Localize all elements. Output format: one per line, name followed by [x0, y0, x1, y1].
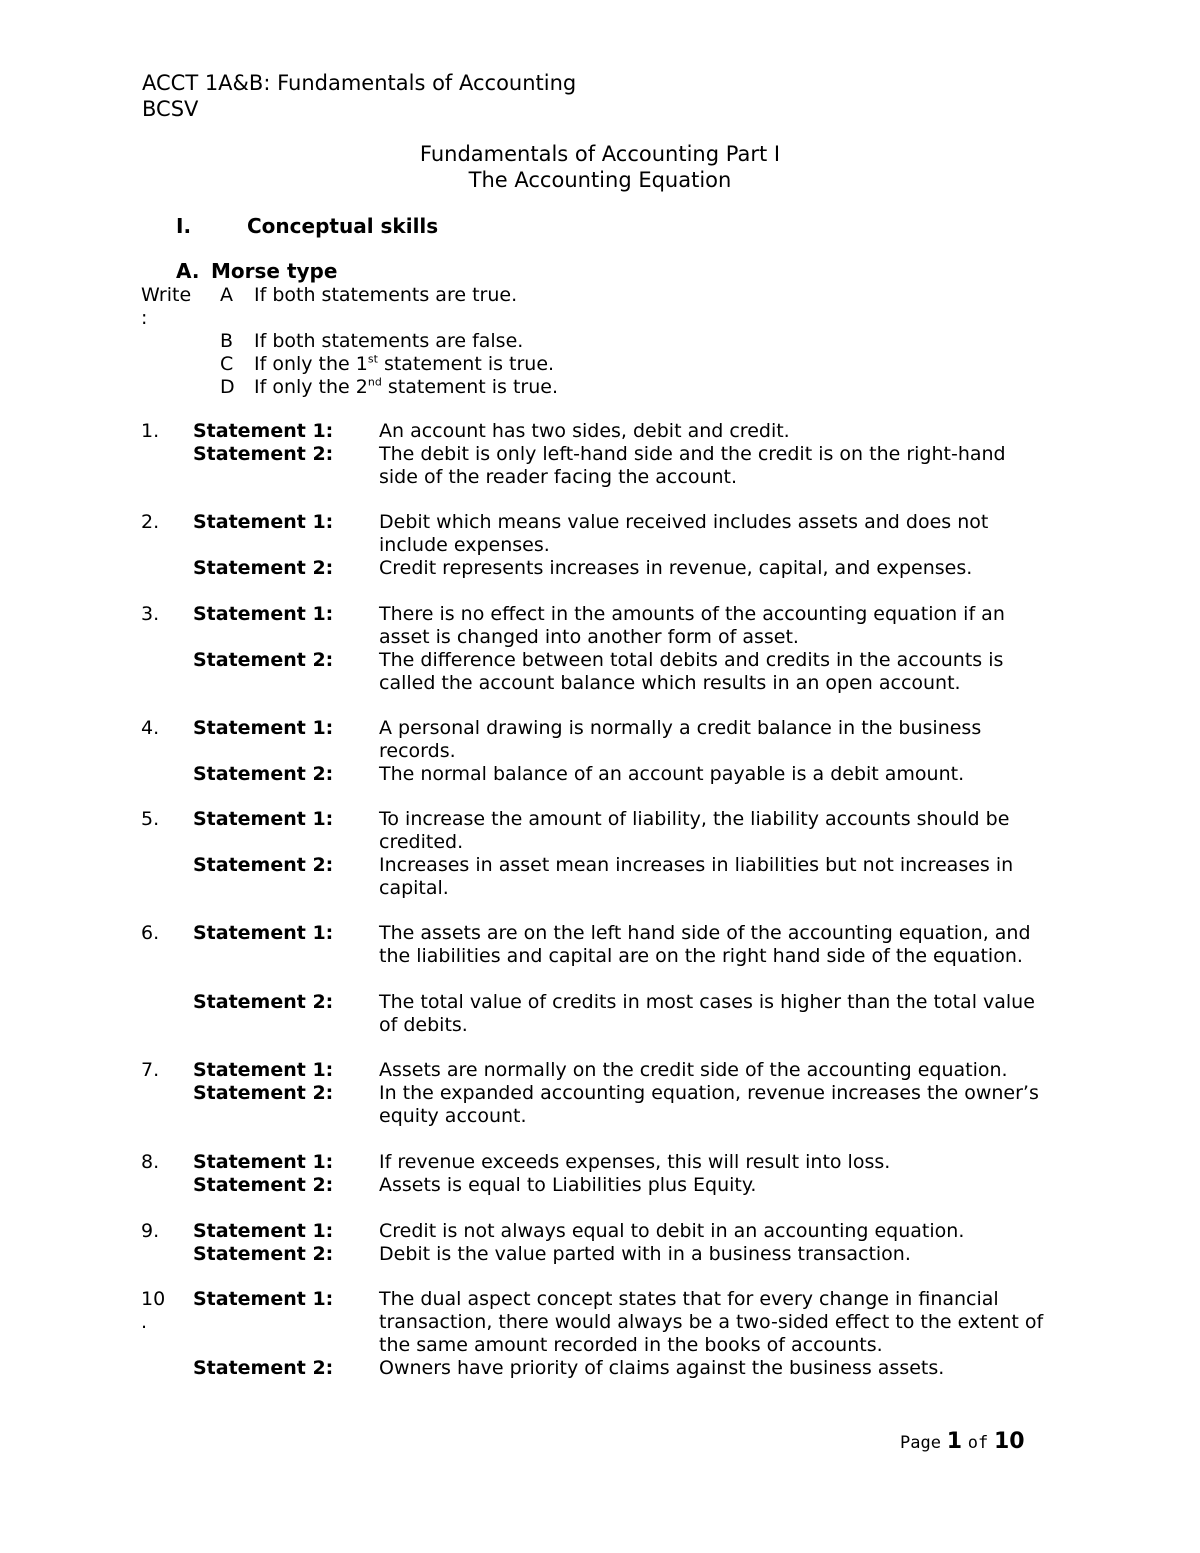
section-label: Conceptual skills	[247, 214, 439, 238]
option-b	[220, 330, 523, 353]
statement-1-text: Credit is not always equal to debit in an accounting equation.	[379, 1220, 965, 1242]
question-number: 9.	[141, 1220, 160, 1242]
statement-2-text: The debit is only left-hand side and the credit is on the right-hand side of the reader facing the account.	[379, 443, 1006, 488]
statement-2-label: Statement 2:	[193, 1174, 334, 1196]
option-text: If only the 2	[254, 376, 368, 398]
statement-1-label: Statement 1:	[193, 1288, 334, 1310]
subsection-label: Morse type	[211, 259, 338, 283]
statement-2-text: The total value of credits in most cases is higher than the total value of debits.	[379, 991, 1035, 1036]
statement-2-text: Increases in asset mean increases in liabilities but not increases in capital.	[379, 854, 1014, 899]
question-number	[141, 1288, 181, 1334]
question-number: 1.	[141, 420, 160, 442]
section-numeral: I.	[176, 214, 192, 238]
total-pages: 10	[993, 1429, 1025, 1454]
option-letter: D	[220, 376, 235, 398]
write-label: Write	[141, 284, 192, 306]
statement-2-label: Statement 2:	[193, 649, 334, 671]
statement-1-label: Statement 1:	[193, 1059, 334, 1081]
statement-1-label: Statement 1:	[193, 808, 334, 830]
statement-2-text: The difference between total debits and credits in the accounts is called the account balance which results in an open account.	[379, 649, 1004, 694]
statement-1-label: Statement 1:	[193, 511, 334, 533]
question-number: 6.	[141, 922, 160, 944]
statement-1-text: Debit which means value received includes assets and does not include expenses.	[379, 511, 989, 556]
statement-1-label: Statement 1:	[193, 717, 334, 739]
question-number: 3.	[141, 603, 160, 625]
option-a	[220, 284, 517, 307]
question-number: 2.	[141, 511, 160, 533]
option-text: statement is true.	[381, 376, 558, 398]
page-word: Page	[900, 1433, 941, 1453]
ordinal-suffix: nd	[367, 375, 382, 389]
option-letter: C	[220, 353, 234, 375]
statement-2-text: Owners have priority of claims against the business assets.	[379, 1357, 945, 1379]
statement-1-label: Statement 1:	[193, 1151, 334, 1173]
question-number: 5.	[141, 808, 160, 830]
statement-2-label: Statement 2:	[193, 1357, 334, 1379]
option-text: statement is true.	[377, 353, 555, 375]
option-letter: A	[220, 284, 233, 306]
statement-1-text: The dual aspect concept states that for every change in financial transaction, there would always be a two-sided effect to the extent of the same amount recorded in the books of accounts.	[379, 1288, 1044, 1356]
option-d	[220, 376, 558, 399]
question-number-dot: .	[141, 1311, 148, 1333]
option-text: If only the 1	[254, 353, 368, 375]
statement-2-text: The normal balance of an account payable is a debit amount.	[379, 763, 965, 785]
ordinal-suffix: st	[367, 352, 378, 366]
statement-2-label: Statement 2:	[193, 763, 334, 785]
statement-2-label: Statement 2:	[193, 443, 334, 465]
question-number: 7.	[141, 1059, 160, 1081]
statement-2-text: Assets is equal to Liabilities plus Equity.	[379, 1174, 757, 1196]
statement-1-text: An account has two sides, debit and credit.	[379, 420, 790, 442]
statement-1-text: There is no effect in the amounts of the accounting equation if an asset is changed into another form of asset.	[379, 603, 1005, 648]
question-number-part: 10	[141, 1288, 166, 1310]
page-number-footer	[900, 1430, 1025, 1455]
current-page: 1	[946, 1429, 962, 1454]
subsection-letter: A.	[176, 259, 200, 283]
statement-2-text: Credit represents increases in revenue, capital, and expenses.	[379, 557, 973, 579]
document-title: Fundamentals of Accounting Part I	[419, 142, 781, 166]
statement-2-label: Statement 2:	[193, 1082, 334, 1104]
statement-1-label: Statement 1:	[193, 922, 334, 944]
option-letter: B	[220, 330, 234, 352]
of-word: of	[967, 1433, 989, 1453]
option-text: If both statements are false.	[254, 330, 524, 352]
statement-2-label: Statement 2:	[193, 1243, 334, 1265]
option-c	[220, 353, 554, 376]
statement-1-text: Assets are normally on the credit side of the accounting equation.	[379, 1059, 1008, 1081]
statement-2-text: In the expanded accounting equation, revenue increases the owner’s equity account.	[379, 1082, 1039, 1127]
statement-2-label: Statement 2:	[193, 991, 334, 1013]
course-title: ACCT 1A&B: Fundamentals of Accounting	[142, 71, 577, 95]
document-subtitle: The Accounting Equation	[468, 168, 732, 192]
statement-1-text: A personal drawing is normally a credit balance in the business records.	[379, 717, 982, 762]
statement-1-label: Statement 1:	[193, 1220, 334, 1242]
statement-1-text: To increase the amount of liability, the liability accounts should be credited.	[379, 808, 1010, 853]
statement-1-text: The assets are on the left hand side of the accounting equation, and the liabilities and capital are on the right hand side of the equation.	[379, 922, 1031, 967]
statement-1-text: If revenue exceeds expenses, this will result into loss.	[379, 1151, 891, 1173]
statement-1-label: Statement 1:	[193, 603, 334, 625]
statement-1-label: Statement 1:	[193, 420, 334, 442]
question-number: 4.	[141, 717, 160, 739]
school-name: BCSV	[142, 97, 199, 121]
option-text: If both statements are true.	[254, 284, 518, 306]
write-colon: :	[141, 307, 148, 329]
statement-2-label: Statement 2:	[193, 557, 334, 579]
statement-2-label: Statement 2:	[193, 854, 334, 876]
statement-2-text: Debit is the value parted with in a business transaction.	[379, 1243, 911, 1265]
question-number: 8.	[141, 1151, 160, 1173]
